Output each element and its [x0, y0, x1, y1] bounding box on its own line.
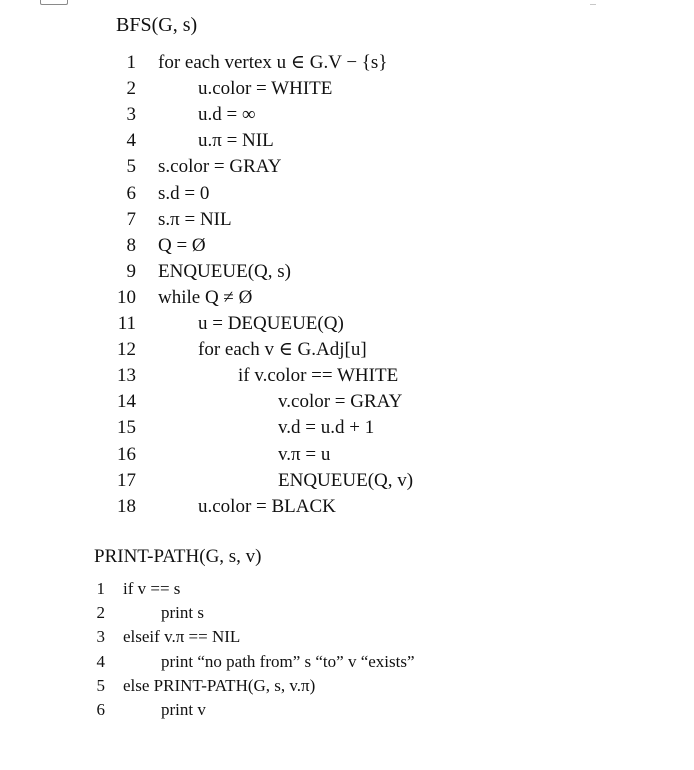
line-code: print v — [161, 700, 206, 719]
code-line — [0, 363, 694, 389]
line-number: 2 — [126, 78, 136, 100]
line-code: if v.color == WHITE — [238, 365, 399, 387]
line-code: s.d = 0 — [158, 182, 210, 204]
code-line — [0, 207, 694, 233]
line-code: v.π = u — [278, 443, 331, 465]
line-number: 3 — [126, 104, 136, 126]
line-code: for each vertex u ∈ G.V − {s} — [158, 52, 388, 73]
line-number: 16 — [117, 443, 136, 465]
line-number: 18 — [117, 495, 136, 517]
line-code: u.color = BLACK — [198, 495, 336, 517]
line-number: 1 — [126, 52, 136, 73]
code-line — [0, 650, 694, 674]
code-line — [0, 601, 694, 625]
code-line — [0, 468, 694, 494]
line-code: Q = Ø — [158, 234, 206, 256]
line-number: 10 — [117, 286, 136, 308]
line-number: 17 — [117, 469, 136, 491]
line-code: ENQUEUE(Q, v) — [278, 469, 414, 491]
code-line — [0, 50, 694, 76]
line-code: s.π = NIL — [158, 208, 232, 230]
line-number: 4 — [96, 651, 105, 671]
code-line — [0, 285, 694, 311]
line-number: 6 — [96, 700, 105, 719]
code-line — [0, 337, 694, 363]
line-number: 2 — [96, 603, 105, 623]
line-code: print s — [161, 603, 204, 623]
code-line — [0, 128, 694, 154]
line-code: if v == s — [123, 579, 181, 598]
code-line — [0, 102, 694, 128]
bfs-title: BFS(G, s) — [116, 14, 198, 36]
line-number: 12 — [117, 339, 136, 361]
line-code: u.color = WHITE — [198, 78, 333, 100]
window-corner-decoration — [40, 0, 68, 5]
print-path-title: PRINT-PATH(G, s, v) — [94, 546, 262, 567]
code-line — [0, 674, 694, 698]
line-code: for each v ∈ G.Adj[u] — [198, 339, 367, 361]
code-line — [0, 442, 694, 468]
code-line — [0, 259, 694, 285]
line-number: 14 — [117, 391, 136, 413]
line-number: 15 — [117, 417, 136, 439]
corner-mark — [590, 0, 596, 5]
code-line — [0, 233, 694, 259]
code-line — [0, 311, 694, 337]
code-line — [0, 698, 694, 722]
line-code: v.d = u.d + 1 — [278, 417, 375, 439]
code-line — [0, 181, 694, 207]
code-line — [0, 76, 694, 102]
line-number: 3 — [96, 627, 105, 647]
line-code: elseif v.π == NIL — [123, 627, 241, 647]
code-line — [0, 577, 694, 601]
line-number: 5 — [96, 675, 105, 695]
line-number: 7 — [126, 208, 136, 230]
line-code: print “no path from” s “to” v “exists” — [161, 651, 415, 671]
line-code: u = DEQUEUE(Q) — [198, 313, 344, 334]
line-number: 9 — [126, 260, 136, 282]
line-number: 1 — [96, 579, 105, 598]
line-number: 4 — [126, 130, 136, 152]
line-number: 8 — [126, 234, 136, 256]
code-line — [0, 494, 694, 520]
line-code: ENQUEUE(Q, s) — [158, 260, 291, 282]
line-code: s.color = GRAY — [158, 156, 282, 178]
code-line — [0, 154, 694, 180]
line-code: u.d = ∞ — [198, 104, 256, 126]
line-code: u.π = NIL — [198, 130, 274, 152]
code-line — [0, 625, 694, 649]
code-line — [0, 389, 694, 415]
code-line — [0, 415, 694, 441]
line-code: v.color = GRAY — [278, 391, 403, 413]
line-number: 11 — [117, 313, 136, 334]
line-number: 13 — [117, 365, 136, 387]
line-number: 5 — [126, 156, 136, 178]
line-number: 6 — [126, 182, 136, 204]
line-code: else PRINT-PATH(G, s, v.π) — [123, 675, 316, 695]
line-code: while Q ≠ Ø — [158, 286, 253, 308]
